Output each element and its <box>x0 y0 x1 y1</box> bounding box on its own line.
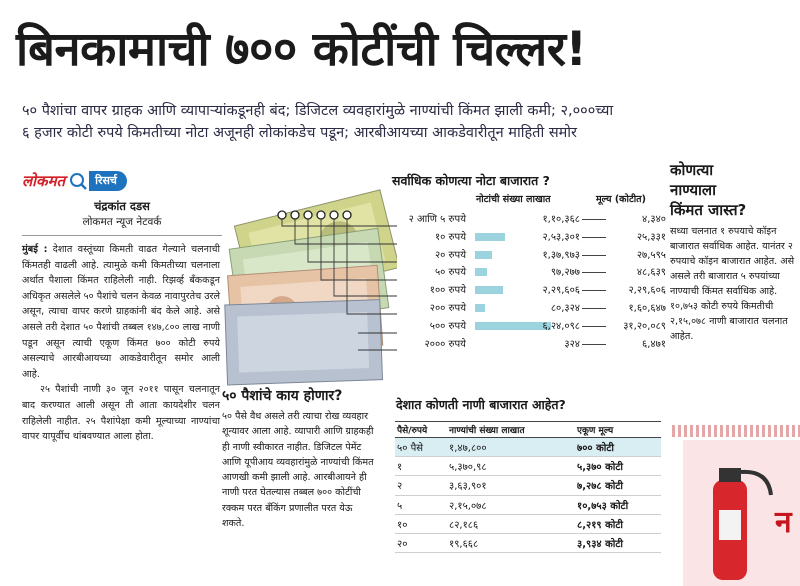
coins-row <box>395 533 661 552</box>
denomination-label: २ आणि ५ रुपये <box>408 214 466 225</box>
connector-line <box>582 290 606 291</box>
note-value: २५,३३१ <box>636 231 666 243</box>
note-value: ३१,२०,०८९ <box>623 320 666 332</box>
coin-count: ३,६३,९०१ <box>447 476 575 495</box>
right-column-text: सध्या चलनात १ रुपयाचे कॉइन बाजारात सर्वाधिक आहेत. यानंतर २ रुपयाचे कॉइन बाजारात आहेत. असे असले तरी बाजारात ५ रुपयांच्या नाण्याची किंमत सर्वाधिक आहे. १०,७५३ कोटी रुपये किमतीची २,१५,०७८ नाणी बाजारात चलनात आहेत. <box>670 226 795 342</box>
coin-denomination: ५० पैसे <box>395 438 447 457</box>
coin-denomination: १ <box>395 457 447 476</box>
coins-header-total: एकूण मूल्य <box>575 422 661 438</box>
denomination-label: १०० रुपये <box>429 285 466 297</box>
denomination-label: ५०० रुपये <box>429 320 466 332</box>
research-badge: रिसर्च <box>89 171 127 191</box>
coins-row <box>395 476 661 495</box>
magnifier-icon <box>69 172 87 190</box>
notes-count-header: नोटांची संख्या लाखात <box>476 194 551 205</box>
note-count: ३२४ <box>564 338 580 350</box>
coins-row <box>395 438 661 457</box>
notes-row <box>354 318 666 335</box>
note-value: २७,५९५ <box>636 249 666 261</box>
note-value: २,२९,६०६ <box>628 285 666 297</box>
notes-row <box>354 300 666 317</box>
coin-total: ७,२७८ कोटी <box>575 476 661 495</box>
subheadline <box>22 100 792 144</box>
coin-denomination: २ <box>395 476 447 495</box>
note-count: २,२९,६०६ <box>542 285 580 297</box>
denomination-label: २० रुपये <box>434 249 466 261</box>
coins-row <box>395 495 661 514</box>
coins-header-denom: पैसे/रुपये <box>395 422 447 438</box>
notes-value-header: मूल्य (कोटीत) <box>596 194 646 205</box>
denomination-label: ५० रुपये <box>434 267 466 279</box>
article-paragraph-1 <box>22 242 220 382</box>
notes-table-title: सर्वाधिक कोणत्या नोटा बाजारात ? <box>392 173 550 188</box>
coin-total: ७०० कोटी <box>575 438 661 457</box>
denomination-label: २०० रुपये <box>429 303 466 314</box>
right-column <box>670 160 798 344</box>
coin-count: १,४७,८०० <box>447 438 575 457</box>
paise-section-text: ५० पैसे वैध असले तरी त्याचा रोख व्यवहार शून्यावर आला आहे. व्यापारी आणि ग्राहकही ही नाणी स्वीकारत नाहीत. डिजिटल पेमेंट आणि यूपीआय व्यवहारांमुळे नाण्यांची किंमत आणखी कमी झाली आहे. आरबीआयने ही नाणी परत घेतल्यास तब्बल ७०० कोटींची रक्कम परत बँकिंग प्रणालीत परत येऊ शकते. <box>222 411 374 530</box>
paise-section-title: ५० पैशांचे काय होणार? <box>222 388 343 404</box>
lokmat-research-brand <box>22 170 127 192</box>
coin-total: १०,७५३ कोटी <box>575 495 661 514</box>
right-column-title <box>670 160 798 220</box>
note-count: ६,२४,०९८ <box>542 320 580 332</box>
notes-row <box>354 229 666 246</box>
coin-total: ५,३७० कोटी <box>575 457 661 476</box>
note-value: ४,३४० <box>642 214 666 225</box>
article-text-1: देशात वस्तूंच्या किमती वाढत गेल्याने चलनाची किंमतही वाढली आहे. त्यामुळे कमी किमतीच्या चलनाला अर्थात पैशाला किंमत राहिलेली नाही. रिझर्व्ह बँककडून अधिकृत असलेले ५० पैशांचे चलन केवळ नावापुरतेच उरले असून, त्याचा वापर करणे ग्राहकांनी बंद केले आहे. असे असले तरी देशात ५० पैशांची तब्बल १४७,८०० लाख नाणी पडून असून त्याची एकूण किंमत ७०० कोटी रुपये असल्याचे आरबीआयच्या आकडेवारीतून समोर आली आहे. <box>22 244 221 380</box>
fire-extinguisher-ad <box>683 440 800 586</box>
coins-table-title: देशात कोणती नाणी बाजारात आहेत? <box>396 397 566 412</box>
headline: बिनकामाची ७०० कोटींची चिल्लर! <box>16 22 587 77</box>
connector-line <box>582 308 606 309</box>
note-count: १,३७,९७३ <box>542 249 580 261</box>
denomination-label: १० रुपये <box>434 231 466 243</box>
connector-line <box>582 255 606 256</box>
coin-count: ५,३७०,९८ <box>447 457 575 476</box>
right-title-line-1: कोणत्या <box>670 161 714 179</box>
coins-table <box>395 421 661 553</box>
coins-row <box>395 457 661 476</box>
right-title-line-2: नाण्याला <box>670 181 716 199</box>
byline-divider <box>22 235 222 236</box>
subheadline-line-1: ५० पैशांचा वापर ग्राहक आणि व्यापाऱ्यांकडूनही बंद; डिजिटल व्यवहारांमुळे नाण्यांची किंमत झाली कमी; २,०००च्या <box>22 103 614 119</box>
article-body <box>22 242 220 445</box>
subheadline-line-2: ६ हजार कोटी रुपये किमतीच्या नोटा अजूनही लोकांकडेच पडून; आरबीआयच्या आकडेवारीतून माहिती समोर <box>22 125 577 141</box>
note-count: १,१०,३६८ <box>542 214 580 225</box>
coin-total: ८,२१९ कोटी <box>575 514 661 533</box>
coin-count: १९,६६८ <box>447 533 575 552</box>
coins-row <box>395 514 661 533</box>
note-value: ४८,६३९ <box>636 267 666 279</box>
note-value: १,६०,६४७ <box>628 303 666 314</box>
coins-table-header-row <box>395 422 661 438</box>
coins-table-body <box>395 438 661 553</box>
poster-text: न <box>775 505 792 540</box>
notes-row <box>354 282 666 299</box>
connector-line <box>582 237 606 238</box>
dateline: मुंबई : <box>22 244 48 255</box>
connector-line <box>582 219 606 220</box>
coin-count: ८२,१८६ <box>447 514 575 533</box>
coin-denomination: ५ <box>395 495 447 514</box>
notes-row <box>354 264 666 281</box>
coins-header-count: नाण्यांची संख्या लाखात <box>447 422 575 438</box>
notes-row <box>354 247 666 264</box>
decorative-hatch <box>672 425 800 437</box>
coin-total: ३,९३४ कोटी <box>575 533 661 552</box>
right-title-line-3: किंमत जास्त? <box>670 201 747 219</box>
coin-denomination: २० <box>395 533 447 552</box>
article-paragraph-2: २५ पैशांची नाणी ३० जून २०११ पासून चलनातून बाद करण्यात आली असून ती आता कायदेशीर चलन राहिलेली नाहीत. २५ पैशांपेक्षा कमी मूल्याच्या नाण्यांचा वापर यापूर्वीच थांबवण्यात आला होता. <box>22 384 220 443</box>
notes-row <box>354 211 666 228</box>
notes-row <box>354 336 666 353</box>
connector-line <box>582 326 606 327</box>
byline <box>22 198 222 230</box>
note-count: ८०,३२४ <box>550 303 580 314</box>
coin-denomination: १० <box>395 514 447 533</box>
author-org: लोकमत न्यूज नेटवर्क <box>82 216 162 228</box>
author-name: चंद्रकांत दडस <box>94 199 150 213</box>
note-value: ६,४७१ <box>642 338 666 350</box>
coin-count: २,१५,०७८ <box>447 495 575 514</box>
connector-line <box>582 344 606 345</box>
connector-line <box>582 272 606 273</box>
note-count: २,५३,३०१ <box>542 231 580 243</box>
lokmat-logo: लोकमत <box>22 172 66 190</box>
denomination-label: २००० रुपये <box>424 338 466 350</box>
note-count: ९७,२७७ <box>550 267 580 279</box>
